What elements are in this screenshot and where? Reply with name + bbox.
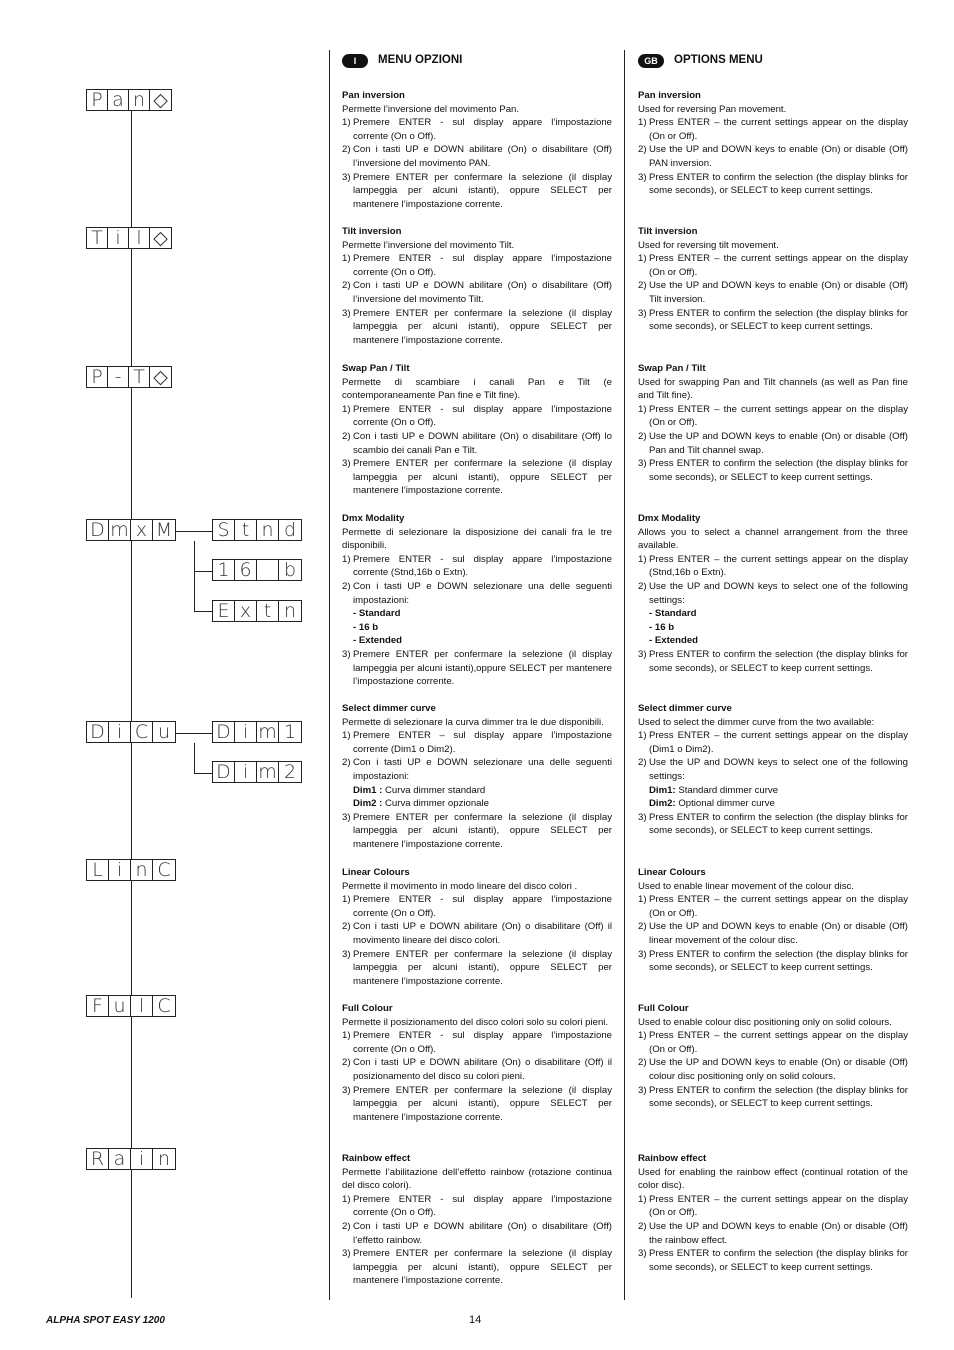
- italian-header: [342, 52, 612, 70]
- lcd-cell: i: [235, 762, 257, 782]
- it-full-step-2: 2) Con i tasti UP e DOWN abilitare (On) o disabilitare (Off) il posizionamento del disco su colori pieni.: [342, 1057, 612, 1082]
- column-divider-right: [624, 50, 625, 1300]
- italian-title: MENU OPZIONI: [378, 54, 463, 67]
- it-dim-option-2: Dim2 : Curva dimmer opzionale: [353, 798, 489, 810]
- lcd-cell: m: [257, 722, 279, 742]
- lcd-cell: m: [257, 762, 279, 782]
- lcd-cell: a: [109, 1149, 131, 1169]
- lcd-cell: F: [87, 996, 109, 1016]
- lcd-p-t: [86, 366, 172, 388]
- gb-lin-step-1: 1) Press ENTER – the current settings appear on the display (On or Off).: [638, 894, 908, 919]
- gb-dmx-step-2: 2) Use the UP and DOWN keys to select one of the following settings:: [638, 580, 908, 606]
- gb-dmx-step-1: 1) Press ENTER – the current settings appear on the display (Stnd,16b o Extn).: [638, 553, 908, 579]
- menu-tree-line: [131, 110, 132, 1298]
- lcd-cell: C: [131, 722, 153, 742]
- lcd-dim2: [212, 761, 302, 783]
- language-badge-gb: GB: [638, 54, 664, 68]
- gb-full-title: Full Colour: [638, 1003, 689, 1014]
- gb-pan-step-3: 3) Press ENTER to confirm the selection (the display blinks for some seconds), or SELECT to keep current settings.: [638, 171, 908, 197]
- it-lin-section: [342, 866, 612, 988]
- lcd-dim1: [212, 721, 302, 743]
- it-dmx-title: Dmx Modality: [342, 513, 405, 524]
- lcd-cell: u: [157, 721, 171, 743]
- it-tilt-section: [342, 225, 612, 347]
- it-full-step-3: 3) Premere ENTER per confermare la selezione (il display lampeggia per alcuni istanti), oppure SELECT per mantenere l’impostazione corrente.: [342, 1084, 612, 1123]
- it-swap-title: Swap Pan / Tilt: [342, 363, 410, 374]
- lcd-cell: n: [131, 860, 153, 880]
- lcd-16b: [212, 559, 302, 581]
- it-rain-intro: Permette l’abilitazione dell’effetto rainbow (rotazione continua del disco colori).: [342, 1166, 612, 1192]
- dmx-branch-16b: [194, 571, 212, 572]
- gb-dim-section: [638, 702, 908, 838]
- lcd-cell: P: [87, 367, 108, 387]
- it-lin-intro: Permette il movimento in modo lineare del disco colori .: [342, 880, 578, 892]
- lcd-cell: 6: [235, 560, 257, 580]
- gb-dmx-option-16b: - 16 b: [649, 621, 675, 633]
- it-rain-section: [342, 1152, 612, 1288]
- it-tilt-title: Tilt inversion: [342, 226, 402, 237]
- gb-full-step-1: 1) Press ENTER – the current settings appear on the display (On or Off).: [638, 1030, 908, 1055]
- gb-pan-title: Pan inversion: [638, 90, 701, 101]
- it-full-title: Full Colour: [342, 1003, 393, 1014]
- it-swap-step-1: 1) Premere ENTER - sul display appare l’impostazione corrente (On o Off).: [342, 403, 612, 429]
- lcd-cell: x: [235, 601, 257, 621]
- lcd-stnd: [212, 519, 302, 541]
- lcd-cell: S: [213, 520, 235, 540]
- it-rain-title: Rainbow effect: [342, 1153, 411, 1164]
- gb-dim-step-3: 3) Press ENTER to confirm the selection (the display blinks for some seconds), or SELECT to keep current settings.: [638, 811, 908, 837]
- dmx-branch-line: [194, 541, 195, 611]
- gb-lin-title: Linear Colours: [638, 867, 706, 878]
- page-number: 14: [469, 1314, 482, 1326]
- lcd-cell: ◇: [153, 366, 168, 388]
- it-dim-intro: Permette di selezionare la curva dimmer tra le due disponibili.: [342, 716, 604, 728]
- it-swap-step-2: 2) Con i tasti UP e DOWN abilitare (On) o disabilitare (Off) lo scambio dei canali Pan e Tilt.: [342, 430, 612, 456]
- lcd-cell: 2: [283, 761, 297, 783]
- lcd-dicu: [86, 721, 176, 743]
- gb-pan-intro: Used for reversing Pan movement.: [638, 103, 787, 115]
- lcd-cell: i: [108, 228, 129, 248]
- it-dmx-option-extended: - Extended: [353, 635, 403, 647]
- lcd-cell: m: [109, 520, 131, 540]
- gb-pan-step-2: 2) Use the UP and DOWN keys to enable (On) or disable (Off) PAN inversion.: [638, 144, 908, 169]
- gb-dmx-section: [638, 512, 908, 675]
- lcd-cell: ◇: [153, 227, 168, 249]
- gb-swap-intro: Used for swapping Pan and Tilt channels (as well as Pan fine and Tilt fine).: [638, 376, 908, 402]
- it-swap-section: [342, 362, 612, 498]
- it-pan-step-1: 1) Premere ENTER - sul display appare l’impostazione corrente (On o Off).: [342, 117, 612, 142]
- it-lin-step-3: 3) Premere ENTER per confermare la selezione (il display lampeggia per alcuni istanti), oppure SELECT per mantenere l’impostazione corrente.: [342, 948, 612, 987]
- lcd-cell: l: [131, 996, 153, 1016]
- gb-dim-option-2: Dim2: Optional dimmer curve: [649, 798, 775, 810]
- it-rain-step-2: 2) Con i tasti UP e DOWN abilitare (On) o disabilitare (Off) l’effetto rainbow.: [342, 1220, 612, 1246]
- lcd-cell: T: [87, 228, 108, 248]
- gb-tilt-section: [638, 225, 908, 334]
- gb-dim-option-1: Dim1: Standard dimmer curve: [649, 784, 779, 796]
- lcd-cell: [257, 560, 279, 580]
- it-rain-step-3: 3) Premere ENTER per confermare la selezione (il display lampeggia per alcuni istanti), oppure SELECT per mantenere l’impostazione corrente.: [342, 1248, 612, 1287]
- gb-dmx-option-standard: - Standard: [649, 608, 697, 620]
- it-dmx-section: [342, 512, 612, 689]
- gb-rain-step-2: 2) Use the UP and DOWN keys to enable (On) or disable (Off) the rainbow effect.: [638, 1220, 908, 1246]
- lcd-cell: b: [283, 559, 297, 581]
- column-italian: [342, 52, 612, 1287]
- it-pan-section: [342, 89, 612, 211]
- lcd-cell: i: [235, 722, 257, 742]
- lcd-cell: T: [129, 367, 150, 387]
- gb-swap-title: Swap Pan / Tilt: [638, 363, 706, 374]
- lcd-cell: C: [157, 859, 171, 881]
- it-tilt-step-3: 3) Premere ENTER per confermare la selezione (il display lampeggia per alcuni istanti), oppure SELECT per mantenere l’impostazione corrente.: [342, 307, 612, 346]
- lcd-cell: L: [87, 860, 109, 880]
- lcd-fulc: [86, 995, 176, 1017]
- it-full-intro: Permette il posizionamento del disco colori solo su colori pieni.: [342, 1016, 609, 1028]
- lcd-cell: n: [283, 600, 297, 622]
- it-pan-step-3: 3) Premere ENTER per confermare la selezione (il display lampeggia per alcuni istanti), oppure SELECT per mantenere l’impostazione corrente.: [342, 171, 612, 210]
- it-dim-title: Select dimmer curve: [342, 703, 436, 714]
- lcd-cell: D: [213, 762, 235, 782]
- it-dmx-intro: Permette di selezionare la disposizione dei canali fra le tre disponibili.: [342, 526, 612, 552]
- lcd-cell: -: [108, 367, 129, 387]
- lcd-cell: R: [87, 1149, 109, 1169]
- gb-rain-intro: Used for enabling the rainbow effect (continual rotation of the color disc).: [638, 1166, 908, 1192]
- gb-dim-title: Select dimmer curve: [638, 703, 732, 714]
- gb-rain-title: Rainbow effect: [638, 1153, 707, 1164]
- gb-full-section: [638, 1002, 908, 1111]
- it-dim-step-2: 2) Con i tasti UP e DOWN selezionare una delle seguenti impostazioni:: [342, 757, 612, 782]
- lcd-cell: D: [213, 722, 235, 742]
- it-dim-step-1: 1) Premere ENTER – sul display appare l’impostazione corrente (Dim1 o Dim2).: [342, 730, 612, 755]
- it-pan-step-2: 2) Con i tasti UP e DOWN abilitare (On) o disabilitare (Off) l’inversione del movimento PAN.: [342, 144, 612, 169]
- column-english: [638, 52, 908, 1273]
- it-tilt-intro: Permette l’inversione del movimento Tilt.: [342, 239, 515, 251]
- lcd-cell: ◇: [153, 89, 168, 111]
- gb-tilt-intro: Used for reversing tilt movement.: [638, 239, 779, 251]
- column-divider-left: [329, 50, 330, 1300]
- it-pan-title: Pan inversion: [342, 90, 405, 101]
- it-dmx-step-1: 1) Premere ENTER - sul display appare l’impostazione corrente (Stnd,16b o Extn).: [342, 553, 612, 579]
- gb-rain-step-1: 1) Press ENTER – the current settings appear on the display (On or Off).: [638, 1193, 908, 1219]
- it-dim-step-3: 3) Premere ENTER per confermare la selezione (il display lampeggia per alcuni istanti), oppure SELECT per mantenere l’impostazione corrente.: [342, 811, 612, 850]
- gb-lin-section: [638, 866, 908, 975]
- gb-tilt-step-1: 1) Press ENTER – the current settings appear on the display (On or Off).: [638, 253, 908, 278]
- gb-swap-step-3: 3) Press ENTER to confirm the selection (the display blinks for some seconds), or SELECT to keep current settings.: [638, 458, 908, 483]
- it-full-section: [342, 1002, 612, 1124]
- english-title: OPTIONS MENU: [674, 54, 763, 67]
- gb-dmx-title: Dmx Modality: [638, 513, 701, 524]
- lcd-cell: a: [108, 90, 129, 110]
- gb-tilt-step-2: 2) Use the UP and DOWN keys to enable (On) or disable (Off) Tilt inversion.: [638, 280, 908, 305]
- lcd-cell: l: [129, 228, 150, 248]
- dmx-branch-stnd: [176, 531, 212, 532]
- it-full-step-1: 1) Premere ENTER - sul display appare l’impostazione corrente (On o Off).: [342, 1030, 612, 1055]
- it-pan-intro: Permette l’inversione del movimento Pan.: [342, 103, 520, 115]
- dim-branch-dim1: [176, 733, 212, 734]
- gb-dim-step-1: 1) Press ENTER – the current settings appear on the display (Dim1 o Dim2).: [638, 730, 908, 755]
- gb-pan-section: [638, 89, 908, 198]
- it-dmx-step-2: 2) Con i tasti UP e DOWN selezionare una delle seguenti impostazioni:: [342, 580, 612, 606]
- lcd-cell: n: [257, 520, 279, 540]
- lcd-cell: D: [87, 520, 109, 540]
- gb-dim-step-2: 2) Use the UP and DOWN keys to select one of the following settings:: [638, 757, 908, 782]
- lcd-pan: [86, 89, 172, 111]
- gb-lin-step-2: 2) Use the UP and DOWN keys to enable (On) or disable (Off) linear movement of the colour disc.: [638, 921, 908, 946]
- gb-rain-section: [638, 1152, 908, 1274]
- gb-full-step-2: 2) Use the UP and DOWN keys to enable (On) or disable (Off) colour disc positioning only on solid colours.: [638, 1057, 908, 1082]
- lcd-cell: C: [157, 995, 171, 1017]
- gb-tilt-title: Tilt inversion: [638, 226, 698, 237]
- lcd-cell: t: [235, 520, 257, 540]
- lcd-cell: i: [109, 860, 131, 880]
- dmx-branch-extn: [194, 611, 212, 612]
- gb-dmx-step-3: 3) Press ENTER to confirm the selection (the display blinks for some seconds), or SELECT to keep current settings.: [638, 648, 908, 674]
- lcd-cell: u: [109, 996, 131, 1016]
- it-swap-intro: Permette di scambiare i canali Pan e Tilt (e contemporaneamente Pan fine e Tilt fine).: [342, 376, 612, 402]
- gb-full-intro: Used to enable colour disc positioning only on solid colours.: [638, 1016, 892, 1028]
- lcd-extn: [212, 600, 302, 622]
- it-swap-step-3: 3) Premere ENTER per confermare la selezione (il display lampeggia per alcuni istanti), oppure SELECT per mantenere l’impostazione corrente.: [342, 458, 612, 497]
- gb-lin-step-3: 3) Press ENTER to confirm the selection (the display blinks for some seconds), or SELECT to keep current settings.: [638, 948, 908, 974]
- lcd-cell: E: [213, 601, 235, 621]
- it-dim-section: [342, 702, 612, 852]
- lcd-dmxm: [86, 519, 176, 541]
- gb-full-step-3: 3) Press ENTER to confirm the selection (the display blinks for some seconds), or SELECT to keep current settings.: [638, 1084, 908, 1110]
- gb-swap-section: [638, 362, 908, 484]
- lcd-cell: x: [131, 520, 153, 540]
- lcd-cell: i: [131, 1149, 153, 1169]
- lcd-cell: n: [157, 1148, 171, 1170]
- gb-pan-step-1: 1) Press ENTER – the current settings appear on the display (On or Off).: [638, 117, 908, 142]
- lcd-cell: i: [109, 722, 131, 742]
- lcd-cell: n: [129, 90, 150, 110]
- it-lin-step-2: 2) Con i tasti UP e DOWN abilitare (On) o disabilitare (Off) il movimento lineare del disco colori.: [342, 921, 612, 946]
- lcd-cell: M: [155, 519, 173, 541]
- gb-rain-step-3: 3) Press ENTER to confirm the selection (the display blinks for some seconds), or SELECT to keep current settings.: [638, 1248, 908, 1273]
- gb-swap-step-1: 1) Press ENTER – the current settings appear on the display (On or Off).: [638, 403, 908, 429]
- lcd-cell: d: [283, 519, 297, 541]
- it-lin-title: Linear Colours: [342, 867, 410, 878]
- lcd-linc: [86, 859, 176, 881]
- lcd-til: [86, 227, 172, 249]
- footer-model: ALPHA SPOT EASY 1200: [46, 1315, 165, 1326]
- it-tilt-step-2: 2) Con i tasti UP e DOWN abilitare (On) o disabilitare (Off) l’inversione del movimento Tilt.: [342, 280, 612, 305]
- gb-swap-step-2: 2) Use the UP and DOWN keys to enable (On) or disable (Off) Pan and Tilt channel swap.: [638, 430, 908, 456]
- english-header: [638, 52, 908, 70]
- lcd-cell: 1: [283, 721, 297, 743]
- gb-tilt-step-3: 3) Press ENTER to confirm the selection (the display blinks for some seconds), or SELECT to keep current settings.: [638, 307, 908, 333]
- it-dmx-step-3: 3) Premere ENTER per confermare la selezione (il display lampeggia per alcuni istanti),oppure SELECT per mantenere l’impostazione corrente.: [342, 648, 612, 688]
- it-dim-option-1: Dim1 : Curva dimmer standard: [353, 784, 486, 796]
- it-lin-step-1: 1) Premere ENTER - sul display appare l’impostazione corrente (On o Off).: [342, 894, 612, 919]
- dim-branch-line: [194, 743, 195, 773]
- lcd-cell: 1: [213, 560, 235, 580]
- lcd-cell: t: [257, 601, 279, 621]
- gb-dmx-intro: Allows you to select a channel arrangement from the three available.: [638, 526, 908, 552]
- lcd-rain: [86, 1148, 176, 1170]
- dim-branch-dim2: [194, 773, 212, 774]
- gb-lin-intro: Used to enable linear movement of the colour disc.: [638, 880, 854, 892]
- gb-dmx-option-extended: - Extended: [649, 635, 699, 647]
- lcd-cell: D: [87, 722, 109, 742]
- gb-dim-intro: Used to select the dimmer curve from the two available:: [638, 716, 875, 728]
- it-rain-step-1: 1) Premere ENTER - sul display appare l’impostazione corrente (On o Off).: [342, 1193, 612, 1219]
- language-badge-it: I: [342, 54, 368, 68]
- it-dmx-option-16b: - 16 b: [353, 621, 379, 633]
- lcd-cell: P: [87, 90, 108, 110]
- it-dmx-option-standard: - Standard: [353, 608, 401, 620]
- it-tilt-step-1: 1) Premere ENTER - sul display appare l’impostazione corrente (On o Off).: [342, 253, 612, 278]
